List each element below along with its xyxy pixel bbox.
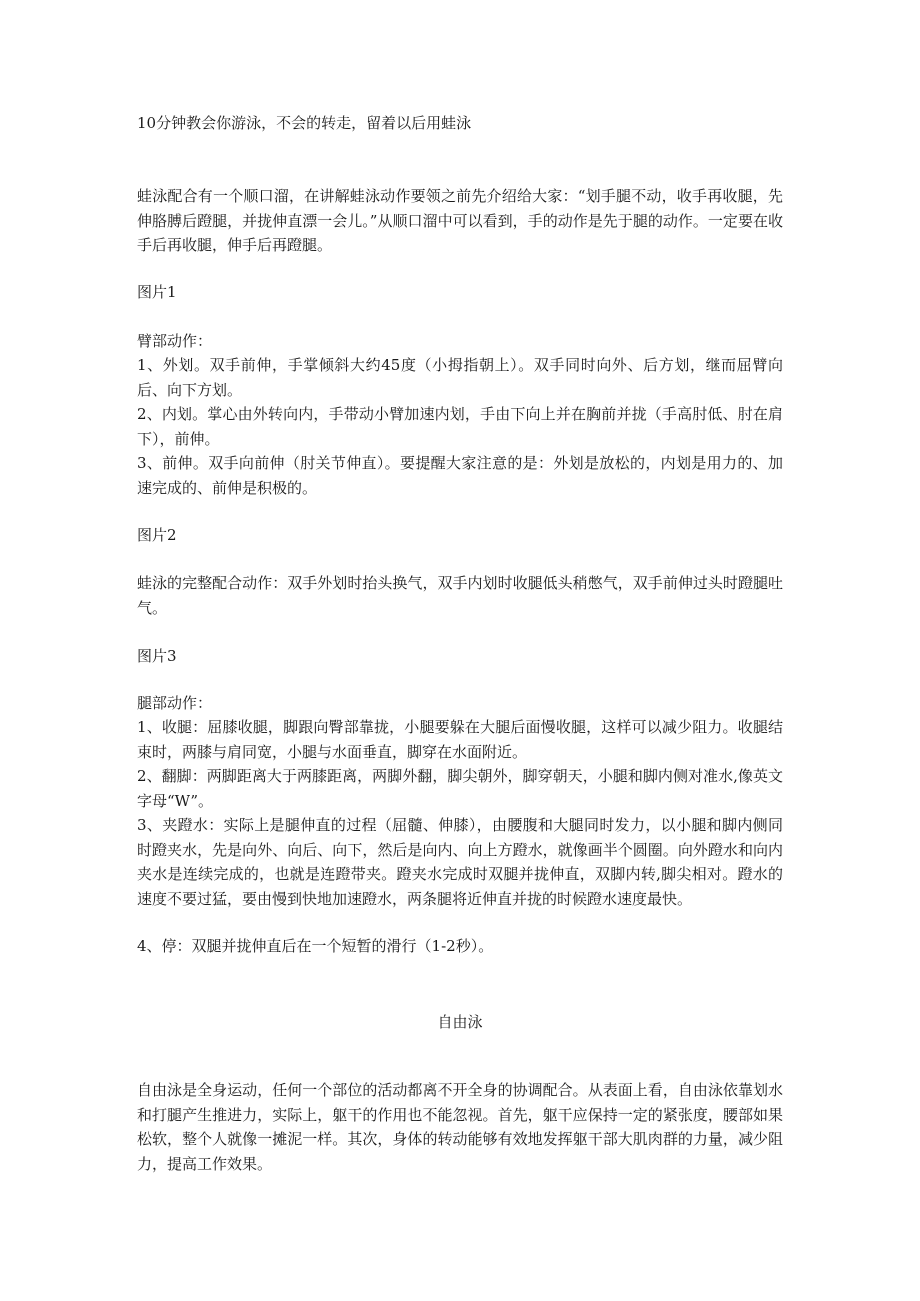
document-title: 10分钟教会你游泳，不会的转走，留着以后用蛙泳	[137, 114, 472, 132]
arm-item-1: 1、外划。双手前伸，手掌倾斜大约45度（小拇指朝上）。双手同时向外、后方划，继而屈臂向后、向下方划。	[137, 356, 783, 399]
arm-item-2: 2、内划。掌心由外转向内，手带动小臂加速内划，手由下向上并在胸前并拢（手高肘低、肘在肩下），前伸。	[137, 405, 783, 448]
freestyle-heading: 自由泳	[437, 1013, 483, 1031]
figure-caption-1: 图片1	[137, 283, 177, 301]
coordination-paragraph: 蛙泳的完整配合动作：双手外划时抬头换气，双手内划时收腿低头稍憋气，双手前伸过头时蹬腿吐气。	[137, 574, 783, 617]
leg-item-2: 2、翻脚：两脚距离大于两膝距离，两脚外翻，脚尖朝外，脚穿朝天，小腿和脚内侧对准水,像英文字母“W”。	[137, 767, 783, 810]
figure-caption-3: 图片3	[137, 647, 177, 665]
figure-caption-2: 图片2	[137, 526, 177, 544]
freestyle-paragraph: 自由泳是全身运动，任何一个部位的活动都离不开全身的协调配合。从表面上看，自由泳依靠划水和打腿产生推进力，实际上，躯干的作用也不能忽视。首先，躯干应保持一定的紧张度，腰部如果松软，整个人就像一摊泥一样。其次，身体的转动能够有效地发挥躯干部大肌肉群的力量，减少阻力，提高工作效果。	[137, 1081, 783, 1173]
leg-item-1: 1、收腿：屈膝收腿，脚跟向臀部靠拢，小腿要躲在大腿后面慢收腿，这样可以减少阻力。收腿结束时，两膝与肩同宽，小腿与水面垂直，脚穿在水面附近。	[137, 718, 783, 761]
leg-item-3: 3、夹蹬水：实际上是腿伸直的过程（屈髓、伸膝），由腰腹和大腿同时发力，以小腿和脚内侧同时蹬夹水，先是向外、向后、向下，然后是向内、向上方蹬水，就像画半个圆圈。向外蹬水和向内夹水是连续完成的，也就是连蹬带夹。蹬夹水完成时双腿并拢伸直，双脚内转,脚尖相对。蹬水的速度不要过猛，要由慢到快地加速蹬水，两条腿将近伸直并拢的时候蹬水速度最快。	[137, 816, 783, 908]
intro-paragraph: 蛙泳配合有一个顺口溜，在讲解蛙泳动作要领之前先介绍给大家：“划手腿不动，收手再收腿，先伸胳膊后蹬腿，并拢伸直漂一会儿。”从顺口溜中可以看到，手的动作是先于腿的动作。一定要在收手后再收腿，伸手后再蹬腿。	[137, 187, 783, 254]
leg-item-4: 4、停：双腿并拢伸直后在一个短暂的滑行（1-2秒）。	[137, 937, 494, 955]
arm-section-heading: 臂部动作：	[137, 332, 213, 350]
leg-section-heading: 腿部动作：	[137, 694, 213, 712]
arm-item-3: 3、前伸。双手向前伸（肘关节伸直）。要提醒大家注意的是：外划是放松的，内划是用力的、加速完成的、前伸是积极的。	[137, 454, 783, 497]
